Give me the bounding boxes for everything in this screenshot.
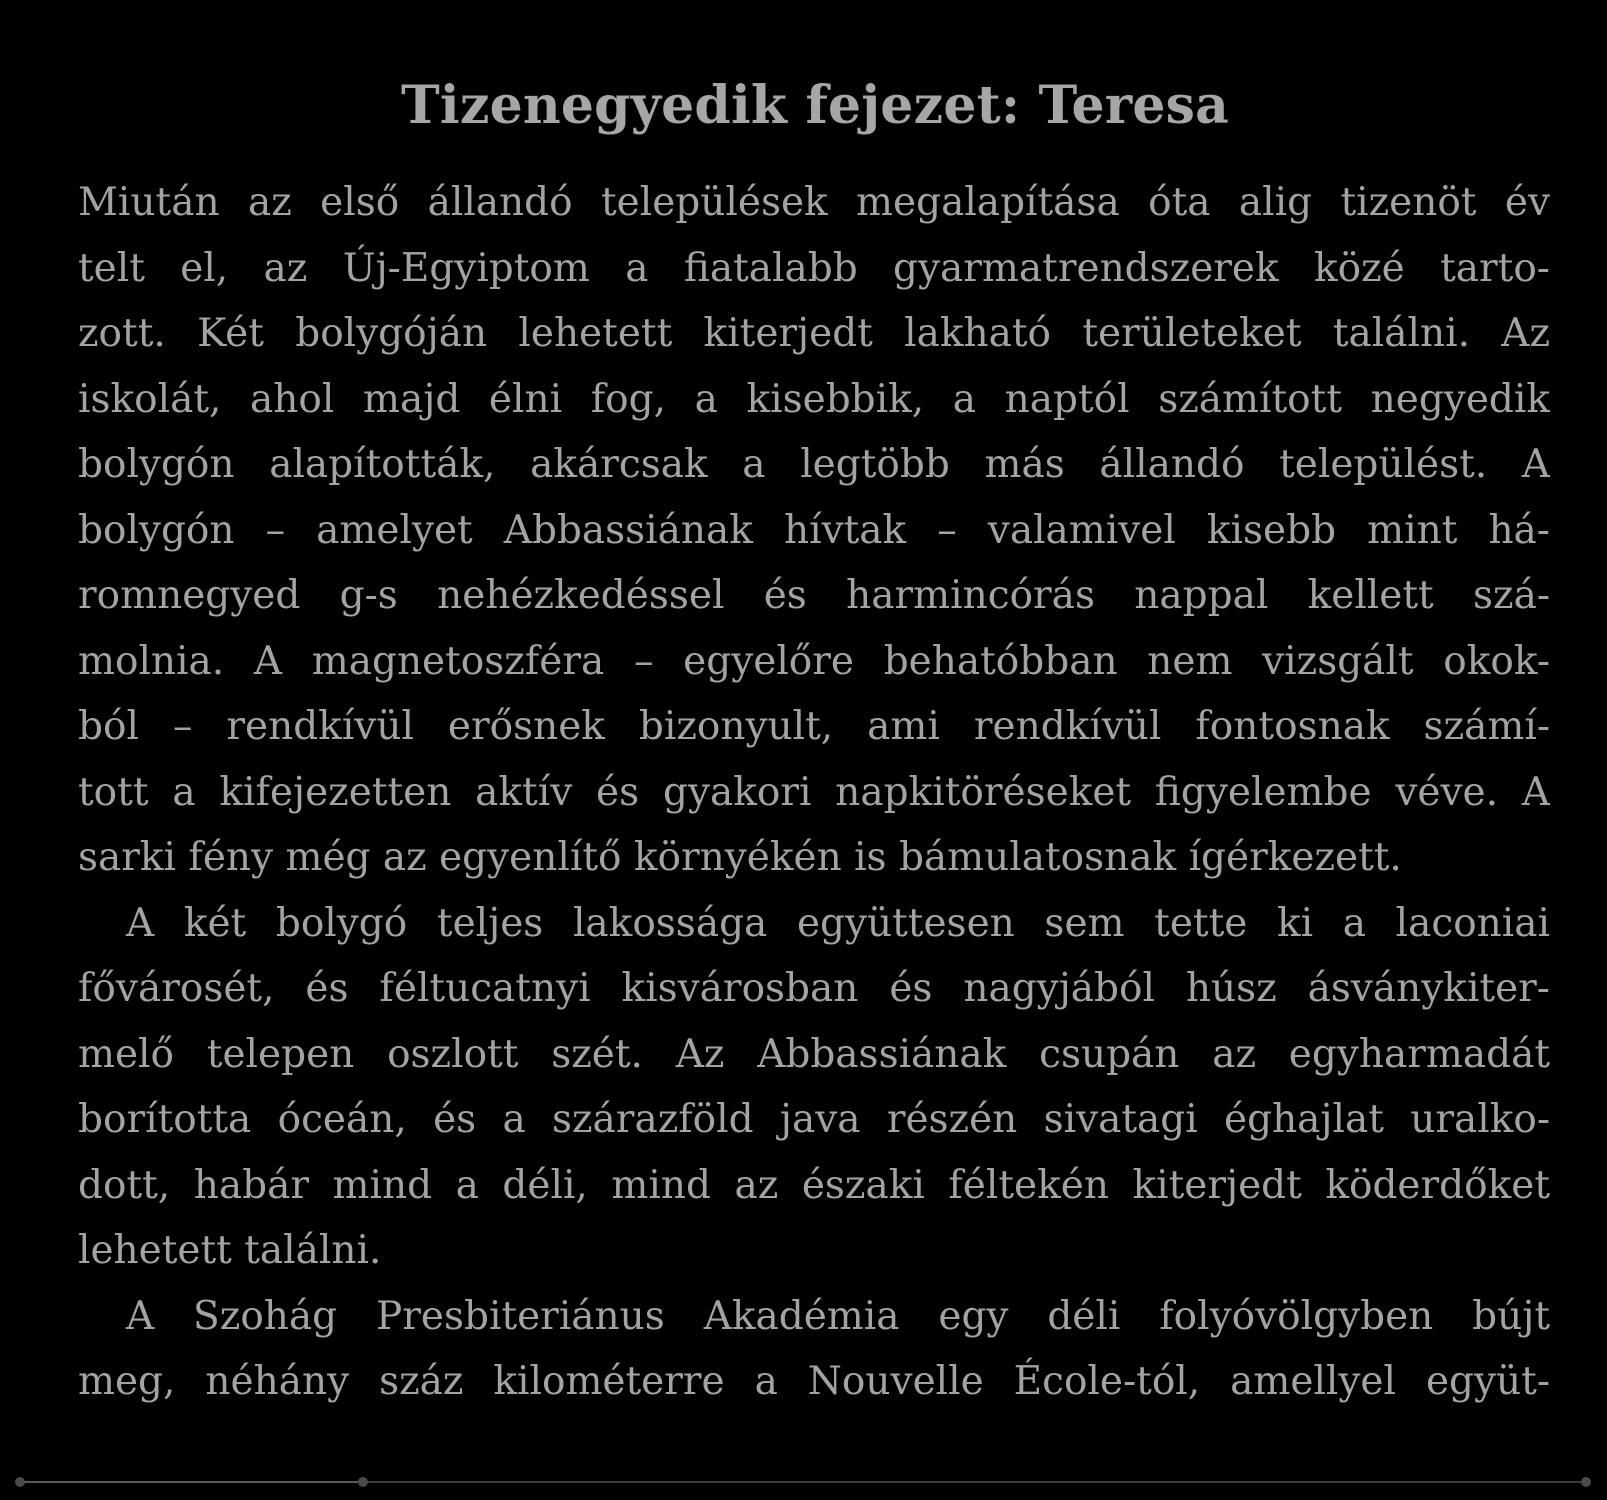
text-line: Miután az első állandó települések megalapítása óta alig tizenöt év: [78, 180, 1550, 225]
text-line: meg, néhány száz kilométerre a Nouvelle École-tól, amellyel együt-: [78, 1359, 1550, 1404]
text-line: dott, habár mind a déli, mind az északi féltekén kiterjedt köderdőket: [78, 1162, 1550, 1208]
reading-progress-fill: [20, 1481, 363, 1483]
text-line: telt el, az Új-Egyiptom a fiatalabb gyarmatrendszerek közé tarto-: [78, 245, 1550, 291]
progress-marker-dot[interactable]: [15, 1477, 25, 1487]
paragraph: [78, 1284, 1550, 1415]
text-line: bolygón alapították, akárcsak a legtöbb más állandó települést. A: [78, 442, 1550, 487]
chapter-body-text: [78, 170, 1550, 1415]
text-line: A két bolygó teljes lakossága együttesen sem tette ki a laconiai: [126, 900, 1550, 946]
text-line: fővárosét, és féltucatnyi kisvárosban és nagyjából húsz ásványkiter-: [78, 966, 1550, 1011]
text-line: tott a kifejezetten aktív és gyakori napkitöréseket figyelembe véve. A: [78, 769, 1550, 815]
text-line: lehetett találni.: [78, 1228, 382, 1273]
chapter-title: Tizenegyedik fejezet: Teresa: [400, 75, 1229, 136]
paragraph: [78, 891, 1550, 1284]
text-line: iskolát, ahol majd élni fog, a kisebbik, a naptól számított negyedik: [78, 376, 1550, 422]
text-line: borította óceán, és a szárazföld java részén sivatagi éghajlat uralko-: [78, 1097, 1550, 1142]
text-line: melő telepen oszlott szét. Az Abbassiának csupán az egyharmadát: [78, 1031, 1550, 1077]
text-line: A Szohág Presbiteriánus Akadémia egy déli folyóvölgyben bújt: [126, 1293, 1550, 1339]
reading-progress-bar[interactable]: [20, 1481, 1586, 1483]
progress-marker-dot[interactable]: [358, 1477, 368, 1487]
text-line: ból – rendkívül erősnek bizonyult, ami rendkívül fontosnak számí-: [78, 704, 1550, 749]
text-line: romnegyed g-s nehézkedéssel és harmincórás nappal kellett szá-: [78, 573, 1550, 618]
text-line: sarki fény még az egyenlítő környékén is bámulatosnak ígérkezett.: [78, 835, 1402, 880]
text-line: molnia. A magnetoszféra – egyelőre behatóbban nem vizsgált okok-: [78, 638, 1550, 684]
text-line: zott. Két bolygóján lehetett kiterjedt lakható területeket találni. Az: [78, 311, 1550, 356]
progress-marker-dot[interactable]: [1581, 1477, 1591, 1487]
paragraph: [78, 170, 1550, 891]
text-line: bolygón – amelyet Abbassiának hívtak – valamivel kisebb mint há-: [78, 507, 1550, 553]
